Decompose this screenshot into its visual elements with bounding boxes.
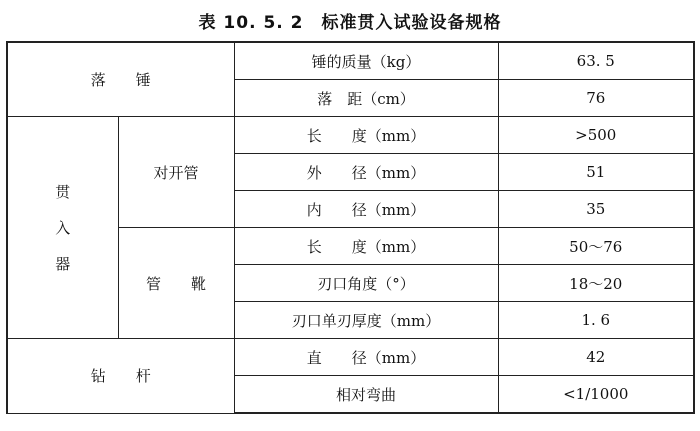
split-tube-length-item: 长 度（mm） [234, 117, 498, 154]
penetrator-label-char: 入 [55, 218, 71, 237]
drill-rod-diameter-item: 直 径（mm） [234, 339, 498, 376]
split-tube-outer-diameter-item: 外 径（mm） [234, 154, 498, 191]
table-row [7, 42, 694, 80]
shoe-length-item: 长 度（mm） [234, 228, 498, 265]
split-tube-outer-diameter-value: 51 [498, 154, 694, 191]
table-row [7, 117, 694, 154]
drill-rod-bending-item: 相对弯曲 [234, 376, 498, 414]
shoe-edge-angle-item: 刃口角度（°） [234, 265, 498, 302]
shoe-edge-angle-value: 18～20 [498, 265, 694, 302]
table-title: 标准贯入试验设备规格 [321, 13, 502, 33]
table-caption [0, 8, 700, 33]
shoe-edge-thickness-item: 刃口单刃厚度（mm） [234, 302, 498, 339]
split-tube-inner-diameter-value: 35 [498, 191, 694, 228]
shoe-length-value: 50～76 [498, 228, 694, 265]
penetrator-label-char: 贯 [55, 182, 71, 201]
split-tube-label: 对开管 [118, 117, 234, 228]
equipment-spec-table [6, 41, 695, 414]
hammer-mass-item: 锤的质量（kg） [234, 42, 498, 80]
table-number: 表 10. 5. 2 [198, 13, 304, 33]
drop-distance-item: 落 距（cm） [234, 80, 498, 117]
shoe-edge-thickness-value: 1. 6 [498, 302, 694, 339]
penetrator-label-char: 器 [55, 254, 71, 273]
hammer-label: 落 锤 [7, 42, 234, 117]
split-tube-inner-diameter-item: 内 径（mm） [234, 191, 498, 228]
drill-rod-diameter-value: 42 [498, 339, 694, 376]
hammer-mass-value: 63. 5 [498, 42, 694, 80]
shoe-label: 管 靴 [118, 228, 234, 339]
penetrator-label [7, 117, 118, 339]
split-tube-length-value: >500 [498, 117, 694, 154]
drill-rod-bending-value: <1/1000 [498, 376, 694, 414]
drop-distance-value: 76 [498, 80, 694, 117]
table-row [7, 339, 694, 376]
drill-rod-label: 钻 杆 [7, 339, 234, 414]
